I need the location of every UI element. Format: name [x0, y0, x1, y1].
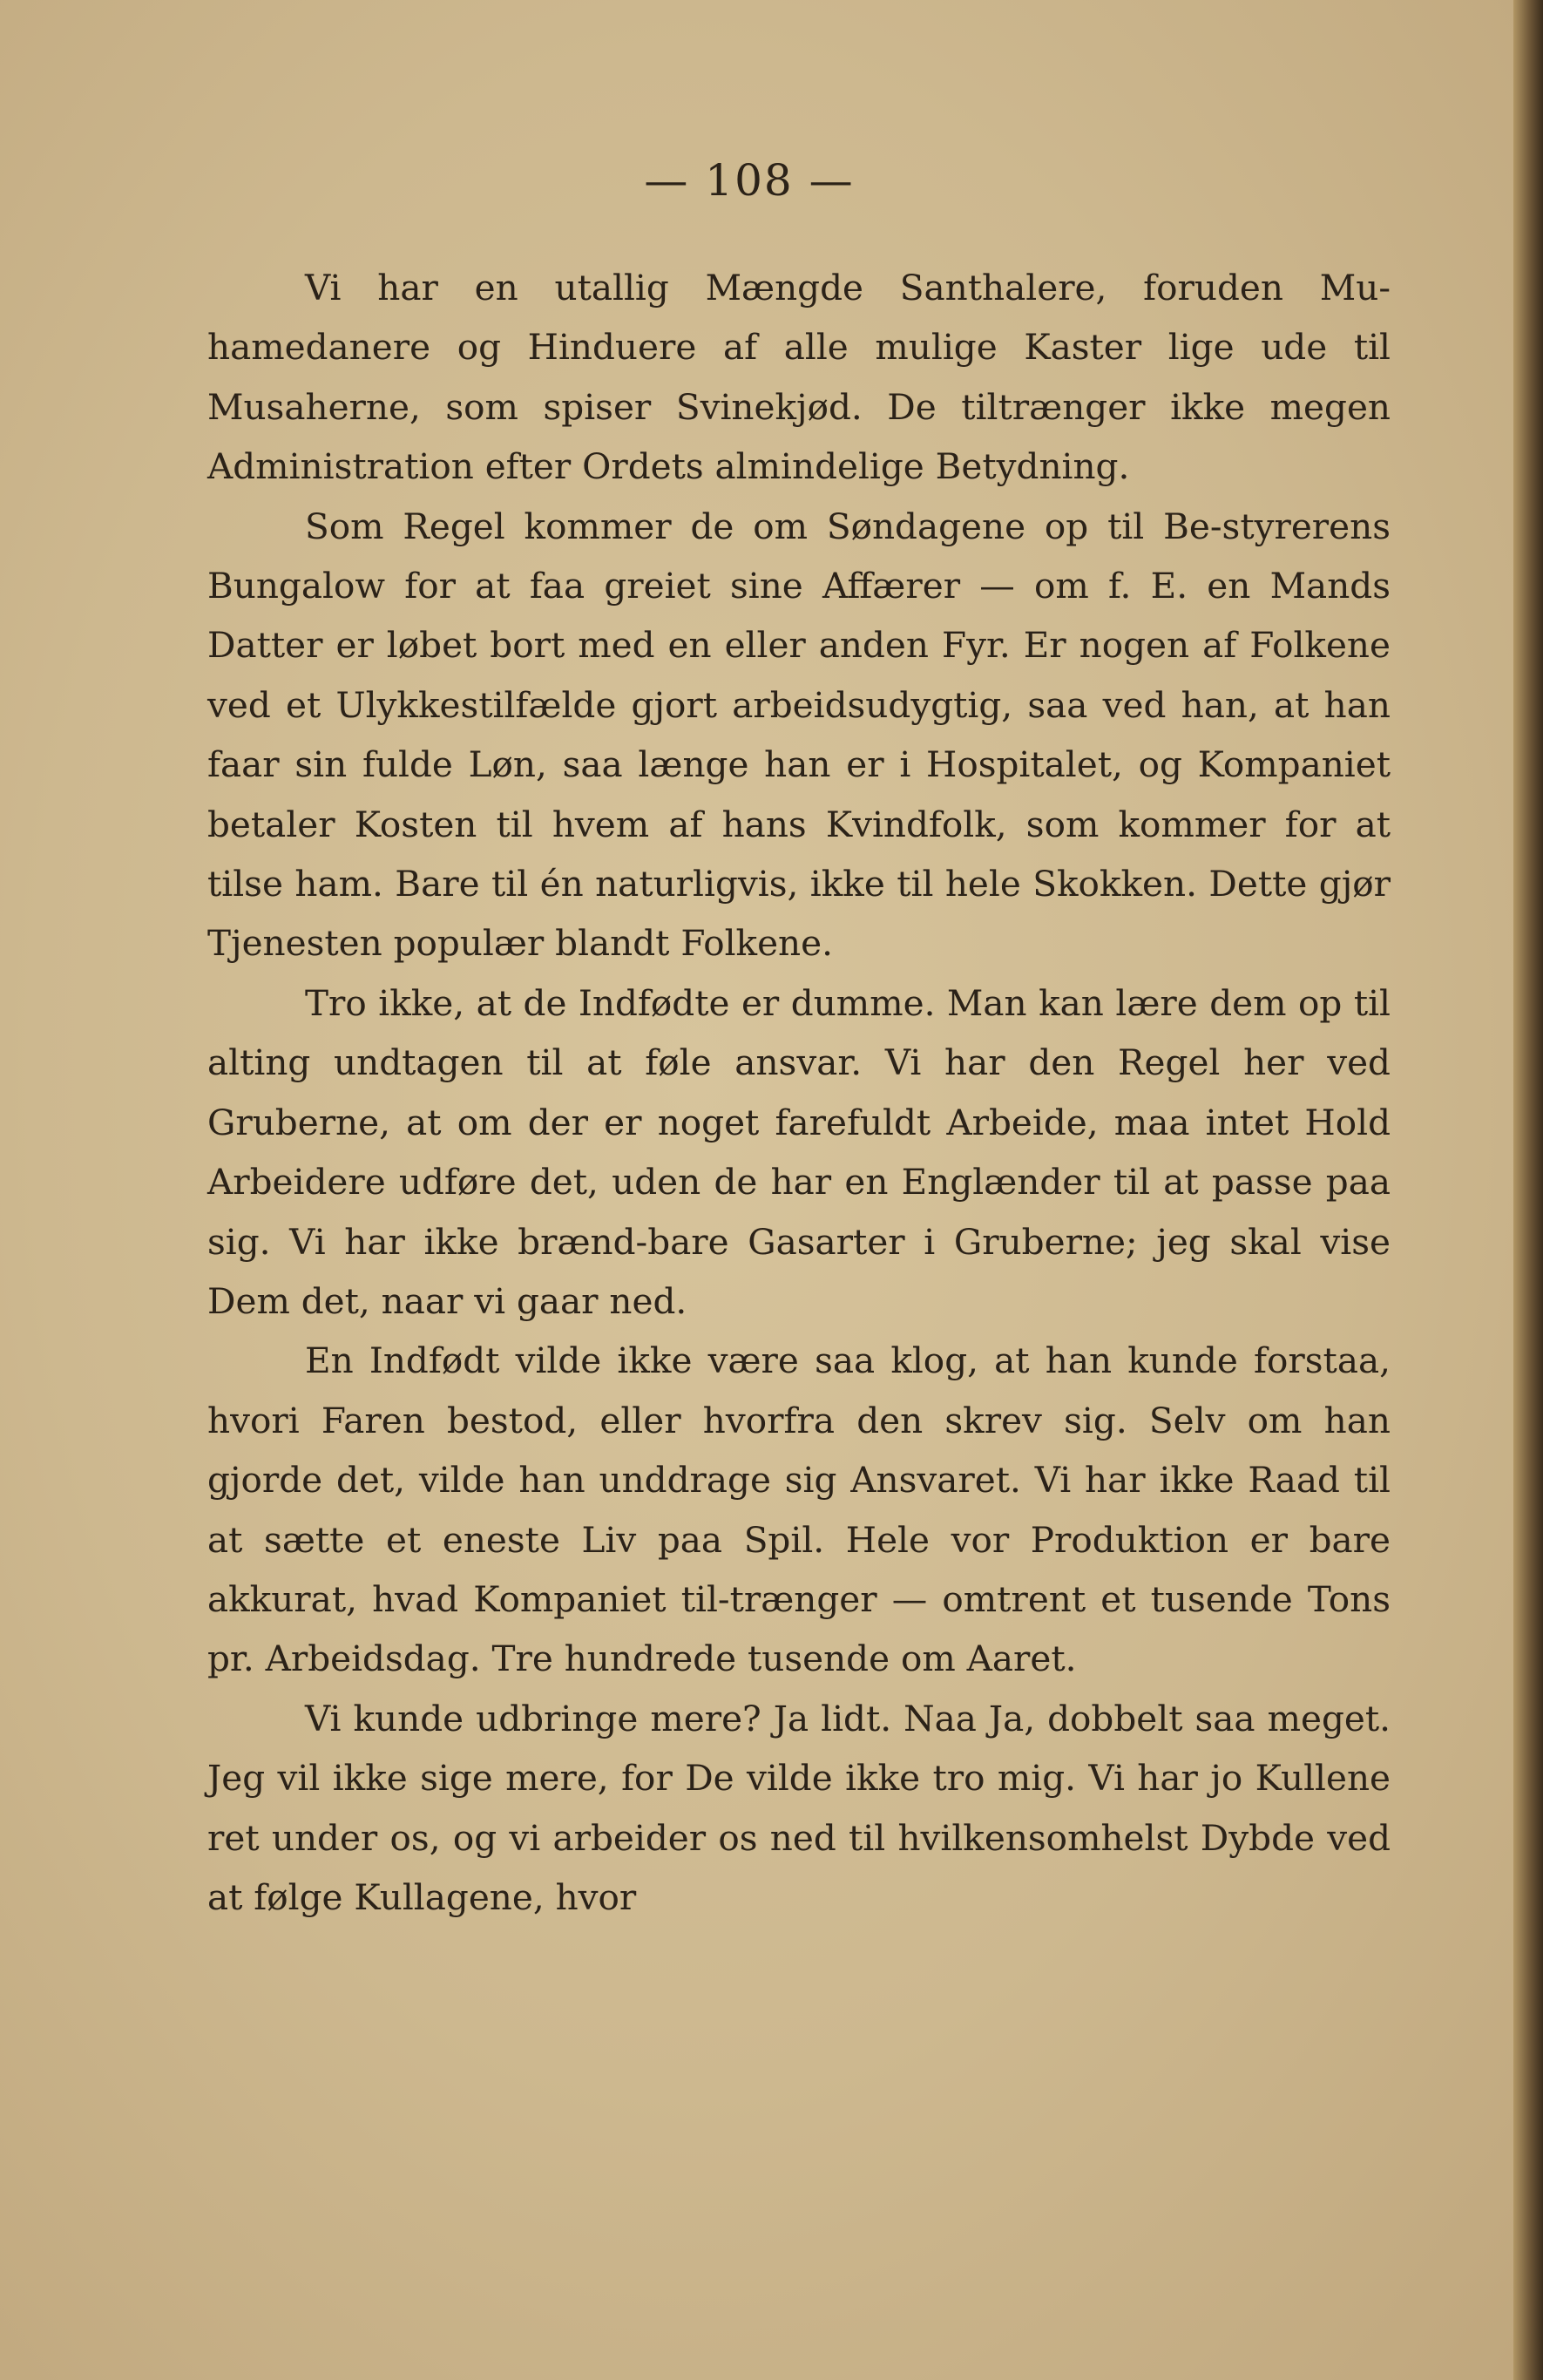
body-text [207, 258, 1391, 1927]
paragraph-1: Vi har en utallig Mængde Santhalere, foruden Mu-hamedanere og Hinduere af alle mulige Kaster lige ude til Musaherne, som spiser Svinekjød. De tiltrænger ikke megen Administration efter Ordets almindelige Betydning. [207, 267, 1391, 488]
paragraph-5: Vi kunde udbringe mere? Ja lidt. Naa Ja, dobbelt saa meget. Jeg vil ikke sige mere, for De vilde ikke tro mig. Vi har jo Kullene ret under os, og vi arbeider os ned til hvilkensomhelst Dybde ved at følge Kullagene, hvor [207, 1697, 1391, 1918]
page-binding-edge [1513, 0, 1543, 2380]
page-number: — 108 — [644, 155, 855, 206]
paragraph-3: Tro ikke, at de Indfødte er dumme. Man kan lære dem op til alting undtagen til at føle ansvar. Vi har den Regel her ved Gruberne, at om der er noget farefuldt Arbeide, maa intet Hold Arbeidere udføre det, uden de har en Englænder til at passe paa sig. Vi har ikke brænd-bare Gasarter i Gruberne; jeg skal vise Dem det, naar vi gaar ned. [207, 981, 1391, 1322]
paragraph-4: En Indfødt vilde ikke være saa klog, at han kunde forstaa, hvori Faren bestod, eller hvorfra den skrev sig. Selv om han gjorde det, vilde han unddrage sig Ansvaret. Vi har ikke Raad til at sætte et eneste Liv paa Spil. Hele vor Produktion er bare akkurat, hvad Kompaniet til-trænger — omtrent et tusende Tons pr. Arbeidsdag. Tre hundrede tusende om Aaret. [207, 1339, 1391, 1680]
paragraph-2: Som Regel kommer de om Søndagene op til Be-styrerens Bungalow for at faa greiet sine Affærer — om f. E. en Mands Datter er løbet bort med en eller anden Fyr. Er nogen af Folkene ved et Ulykkestilfælde gjort arbeidsudygtig, saa ved han, at han faar sin fulde Løn, saa længe han er i Hospitalet, og Kompaniet betaler Kosten til hvem af hans Kvindfolk, som kommer for at tilse ham. Bare til én naturligvis, ikke til hele Skokken. Dette gjør Tjenesten populær blandt Folkene. [207, 505, 1391, 965]
